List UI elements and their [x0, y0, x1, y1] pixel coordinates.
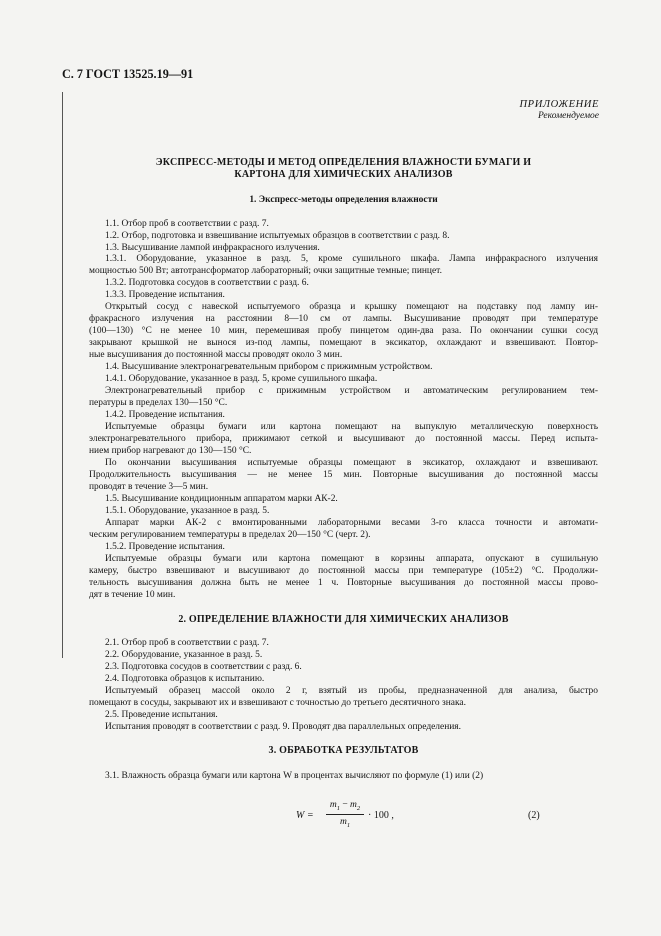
text-line: пературы в пределах 130—150 °С. — [89, 398, 228, 408]
text-line: Аппарат марки АК-2 с вмонтированными лабораторными весами 3-го класса точности и автомати- — [105, 518, 598, 528]
text-line: Испытуемые образцы бумаги или картона помещают на выпуклую металлическую поверхность — [105, 422, 598, 432]
text-line: 2.1. Отбор проб в соответствии с разд. 7. — [105, 638, 269, 648]
text-line: дят в течение 10 мин. — [89, 590, 176, 600]
text-line: 2.2. Оборудование, указанное в разд. 5. — [105, 650, 263, 660]
text-line: Продолжительность высушивания — не менее 15 мин. Повторные высушивания до постоянной массы — [89, 470, 598, 480]
text-line: 1.5. Высушивание кондиционным аппаратом марки АК-2. — [105, 494, 338, 504]
text-line: проводят в течение 3—5 мин. — [89, 482, 209, 492]
appendix-title: ПРИЛОЖЕНИЕ — [519, 99, 599, 110]
text-line: 1.3.1. Оборудование, указанное в разд. 5, кроме сушильного шкафа. Лампа инфракрасного излучения — [105, 254, 598, 264]
text-line: электронагревательного прибора, прижимают сеткой и высушивают до постоянной массы. Перед испыта- — [89, 434, 598, 444]
text-line: 1. Экспресс-методы определения влажности — [249, 195, 438, 205]
text-line: 1.4. Высушивание электронагревательным прибором с прижимным устройством. — [105, 362, 433, 372]
text-line: Испытуемый образец массой около 2 г, взятый из пробы, предназначенной для анализа, быстро — [105, 686, 598, 696]
text-line: 3.1. Влажность образца бумаги или картона W в процентах вычисляют по формуле (1) или (2) — [105, 771, 484, 781]
text-line: По окончании высушивания испытуемые образцы помещают в эксикатор, охлаждают и взвешивают. — [105, 458, 598, 468]
appendix-label — [520, 99, 600, 121]
text-line: фракрасного излучения на расстоянии 8—10 см от лампы. Высушивание проводят при температуре — [89, 314, 598, 324]
formula-m2-sub: 2 — [356, 804, 361, 812]
formula-denominator — [326, 817, 364, 829]
text-line: 2.5. Проведение испытания. — [105, 710, 218, 720]
text-line: ные высушивания до постоянной массы проводят около 3 мин. — [89, 350, 343, 360]
formula-m2: m — [350, 800, 357, 810]
text-line: 1.4.1. Оборудование, указанное в разд. 5, кроме сушильного шкафа. — [105, 374, 378, 384]
text-line: 1.2. Отбор, подготовка и взвешивание испытуемых образцов в соответствии с разд. 8. — [105, 231, 450, 241]
formula-minus: − — [339, 800, 351, 810]
text-line: 1.3.2. Подготовка сосудов в соответствии с разд. 6. — [105, 278, 309, 288]
text-line: 1.1. Отбор проб в соответствии с разд. 7. — [105, 219, 269, 229]
equation-number: (2) — [528, 810, 540, 821]
formula-den-m: m — [339, 816, 347, 827]
text-line: 2.3. Подготовка сосудов в соответствии с разд. 6. — [105, 662, 302, 672]
text-line: тельность высушивания должна быть не менее 1 ч. Повторные высушивания до постоянной массы прово- — [89, 578, 598, 588]
text-line: 1.5.2. Проведение испытания. — [105, 542, 225, 552]
text-line: закрывают крышкой не вынося из-под лампы, помещают в эксикатор, охлаждают и взвешивают. Повтор- — [89, 338, 598, 348]
text-line: 1.5.1. Оборудование, указанное в разд. 5. — [105, 506, 270, 516]
formula-multiplier: · 100 , — [368, 810, 394, 821]
text-line: нием прибор нагревают до 130—150 °С. — [89, 446, 252, 456]
formula-den-sub: 1 — [346, 821, 351, 829]
margin-rule — [62, 92, 63, 658]
text-line: (100—130) °С не менее 10 мин, перемешивая пробу пинцетом один-два раза. По окончании сушки сосуд — [89, 326, 598, 336]
text-line: ЭКСПРЕСС-МЕТОДЫ И МЕТОД ОПРЕДЕЛЕНИЯ ВЛАЖНОСТИ БУМАГИ И — [155, 157, 532, 168]
text-line: Электронагревательный прибор с прижимным устройством и автоматическим регулированием тем- — [105, 386, 598, 396]
text-line: ческим регулированием температуры в пределах 20—150 °С (черт. 2). — [89, 530, 371, 540]
formula-fraction — [326, 800, 364, 829]
text-line: 3. ОБРАБОТКА РЕЗУЛЬТАТОВ — [268, 745, 419, 756]
text-line: 2.4. Подготовка образцов к испытанию. — [105, 674, 265, 684]
text-line: Испытуемые образцы бумаги или картона помещают в корзины аппарата, опускают в сушильную — [105, 554, 598, 564]
text-line: Испытания проводят в соответствии с разд. 9. Проводят два параллельных определения. — [105, 722, 462, 732]
formula-m1-sub: 1 — [336, 804, 340, 812]
formula-lhs: W = — [296, 810, 314, 821]
text-line: 1.4.2. Проведение испытания. — [105, 410, 225, 420]
text-line: камеру, быстро взвешивают и высушивают до постоянной массы при температуре (105±2) °С. Продолжи- — [89, 566, 598, 576]
text-line: Открытый сосуд с навеской испытуемого образца и крышку помещают на подставку под лампу ин- — [105, 302, 598, 312]
text-line: 2. ОПРЕДЕЛЕНИЕ ВЛАЖНОСТИ ДЛЯ ХИМИЧЕСКИХ АНАЛИЗОВ — [178, 614, 509, 625]
page-header: С. 7 ГОСТ 13525.19—91 — [62, 67, 194, 81]
text-line: мощностью 500 Вт; автотрансформатор лабораторный; очки защитные темные; пинцет. — [89, 266, 442, 276]
text-line: помещают в сосуды, закрывают их и взвешивают с точностью до третьего десятичного знака. — [89, 698, 466, 708]
formula-numerator — [326, 800, 364, 812]
text-line: КАРТОНА ДЛЯ ХИМИЧЕСКИХ АНАЛИЗОВ — [234, 169, 453, 180]
text-line: 1.3. Высушивание лампой инфракрасного излучения. — [105, 243, 320, 253]
formula-m1: m — [329, 800, 337, 810]
fraction-bar — [326, 814, 364, 815]
appendix-status: Рекомендуемое — [537, 111, 599, 121]
text-line: 1.3.3. Проведение испытания. — [105, 290, 225, 300]
